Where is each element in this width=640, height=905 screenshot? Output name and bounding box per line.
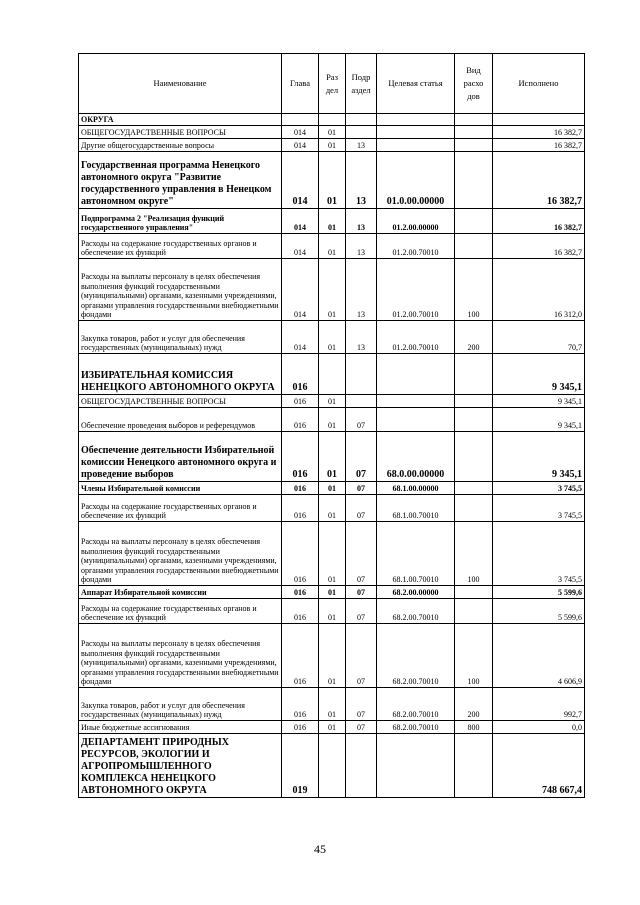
amount-cell: 9 345,1 — [493, 354, 585, 395]
glava-cell: 016 — [282, 586, 319, 599]
name-cell: Обеспечение деятельности Избирательной комиссии Ненецкого автономного округа и проведение выборов — [79, 432, 282, 482]
table-row — [79, 321, 585, 354]
name-cell: Другие общегосударственные вопросы — [79, 139, 282, 152]
glava-cell: 016 — [282, 432, 319, 482]
razdel-cell: 01 — [319, 482, 346, 495]
table-row — [79, 721, 585, 734]
amount-cell: 16 382,7 — [493, 126, 585, 139]
glava-cell: 014 — [282, 259, 319, 321]
header-name: Наименование — [79, 54, 282, 114]
table-row — [79, 624, 585, 688]
target-cell: 68.2.00.70010 — [377, 721, 455, 734]
table-header-row — [79, 54, 585, 114]
vid-cell — [455, 734, 493, 798]
table-row — [79, 586, 585, 599]
razdel-cell: 01 — [319, 688, 346, 721]
vid-cell — [455, 234, 493, 259]
razdel-cell: 01 — [319, 522, 346, 586]
vid-cell: 100 — [455, 624, 493, 688]
razdel-cell: 01 — [319, 152, 346, 209]
target-cell: 01.2.00.70010 — [377, 259, 455, 321]
razdel-cell: 01 — [319, 586, 346, 599]
name-cell: Расходы на содержание государственных органов и обеспечение их функций — [79, 599, 282, 624]
name-cell: Расходы на выплаты персоналу в целях обеспечения выполнения функций государственными (муниципальными) органами, казенными учреждениями, органами управления государственными внебюджетными фондами — [79, 259, 282, 321]
amount-cell: 16 312,0 — [493, 259, 585, 321]
glava-cell: 016 — [282, 408, 319, 432]
amount-cell: 9 345,1 — [493, 408, 585, 432]
header-razdel: Раз дел — [319, 54, 346, 114]
amount-cell: 5 599,6 — [493, 586, 585, 599]
glava-cell: 014 — [282, 209, 319, 234]
razdel-cell — [319, 114, 346, 126]
target-cell: 68.2.00.70010 — [377, 599, 455, 624]
glava-cell: 016 — [282, 688, 319, 721]
table-row — [79, 408, 585, 432]
glava-cell: 016 — [282, 522, 319, 586]
glava-cell: 016 — [282, 495, 319, 522]
table-row — [79, 234, 585, 259]
name-cell: Государственная программа Ненецкого автономного округа "Развитие государственного управления в Ненецком автономном округе" — [79, 152, 282, 209]
target-cell — [377, 114, 455, 126]
amount-cell: 0,0 — [493, 721, 585, 734]
podrazdel-cell: 07 — [346, 688, 377, 721]
amount-cell: 9 345,1 — [493, 432, 585, 482]
table-row — [79, 114, 585, 126]
razdel-cell: 01 — [319, 126, 346, 139]
podrazdel-cell — [346, 395, 377, 408]
target-cell — [377, 408, 455, 432]
vid-cell: 200 — [455, 321, 493, 354]
vid-cell: 100 — [455, 259, 493, 321]
vid-cell — [455, 495, 493, 522]
razdel-cell: 01 — [319, 139, 346, 152]
podrazdel-cell: 13 — [346, 209, 377, 234]
podrazdel-cell: 07 — [346, 624, 377, 688]
vid-cell — [455, 139, 493, 152]
glava-cell: 016 — [282, 482, 319, 495]
name-cell: Обеспечение проведения выборов и референдумов — [79, 408, 282, 432]
table-row — [79, 599, 585, 624]
name-cell: Расходы на выплаты персоналу в целях обеспечения выполнения функций государственными (муниципальными) органами, казенными учреждениями, органами управления государственными внебюджетными фондами — [79, 522, 282, 586]
razdel-cell — [319, 734, 346, 798]
vid-cell — [455, 354, 493, 395]
header-executed: Исполнено — [493, 54, 585, 114]
target-cell: 68.2.00.00000 — [377, 586, 455, 599]
podrazdel-cell: 07 — [346, 495, 377, 522]
name-cell: Расходы на содержание государственных органов и обеспечение их функций — [79, 495, 282, 522]
target-cell — [377, 395, 455, 408]
glava-cell: 019 — [282, 734, 319, 798]
name-cell: Подпрограмма 2 "Реализация функций государственного управления" — [79, 209, 282, 234]
razdel-cell: 01 — [319, 599, 346, 624]
target-cell — [377, 354, 455, 395]
podrazdel-cell — [346, 114, 377, 126]
table-body — [79, 114, 585, 798]
name-cell: Аппарат Избирательной комиссии — [79, 586, 282, 599]
target-cell: 01.2.00.00000 — [377, 209, 455, 234]
table-row — [79, 522, 585, 586]
razdel-cell: 01 — [319, 432, 346, 482]
amount-cell: 9 345,1 — [493, 395, 585, 408]
budget-table — [78, 53, 585, 798]
table-row — [79, 688, 585, 721]
podrazdel-cell: 07 — [346, 721, 377, 734]
podrazdel-cell — [346, 126, 377, 139]
glava-cell: 014 — [282, 321, 319, 354]
podrazdel-cell — [346, 734, 377, 798]
amount-cell: 5 599,6 — [493, 599, 585, 624]
glava-cell: 016 — [282, 721, 319, 734]
razdel-cell: 01 — [319, 234, 346, 259]
amount-cell: 3 745,5 — [493, 495, 585, 522]
amount-cell: 3 745,5 — [493, 522, 585, 586]
vid-cell — [455, 114, 493, 126]
vid-cell — [455, 482, 493, 495]
podrazdel-cell: 07 — [346, 522, 377, 586]
name-cell: Расходы на содержание государственных органов и обеспечение их функций — [79, 234, 282, 259]
name-cell: ИЗБИРАТЕЛЬНАЯ КОМИССИЯ НЕНЕЦКОГО АВТОНОМНОГО ОКРУГА — [79, 354, 282, 395]
razdel-cell: 01 — [319, 624, 346, 688]
table-row — [79, 432, 585, 482]
amount-cell — [493, 114, 585, 126]
target-cell — [377, 139, 455, 152]
glava-cell: 014 — [282, 139, 319, 152]
target-cell: 68.2.00.70010 — [377, 624, 455, 688]
header-podrazdel: Подр аздел — [346, 54, 377, 114]
podrazdel-cell — [346, 354, 377, 395]
header-vid: Вид расхо дов — [455, 54, 493, 114]
glava-cell: 016 — [282, 395, 319, 408]
vid-cell: 200 — [455, 688, 493, 721]
vid-cell: 800 — [455, 721, 493, 734]
amount-cell: 992,7 — [493, 688, 585, 721]
razdel-cell: 01 — [319, 259, 346, 321]
page-number: 45 — [314, 842, 326, 856]
name-cell: ОБЩЕГОСУДАРСТВЕННЫЕ ВОПРОСЫ — [79, 395, 282, 408]
podrazdel-cell: 07 — [346, 408, 377, 432]
name-cell: Члены Избирательной комиссии — [79, 482, 282, 495]
header-glava: Глава — [282, 54, 319, 114]
razdel-cell: 01 — [319, 721, 346, 734]
podrazdel-cell: 13 — [346, 234, 377, 259]
table-row — [79, 495, 585, 522]
target-cell: 01.0.00.00000 — [377, 152, 455, 209]
razdel-cell: 01 — [319, 495, 346, 522]
vid-cell — [455, 408, 493, 432]
podrazdel-cell: 07 — [346, 599, 377, 624]
vid-cell — [455, 152, 493, 209]
glava-cell: 014 — [282, 152, 319, 209]
vid-cell — [455, 432, 493, 482]
header-target: Целевая статья — [377, 54, 455, 114]
name-cell: ДЕПАРТАМЕНТ ПРИРОДНЫХ РЕСУРСОВ, ЭКОЛОГИИ И АГРОПРОМЫШЛЕННОГО КОМПЛЕКСА НЕНЕЦКОГО АВТОНОМНОГО ОКРУГА — [79, 734, 282, 798]
target-cell — [377, 126, 455, 139]
name-cell: Иные бюджетные ассигнования — [79, 721, 282, 734]
vid-cell: 100 — [455, 522, 493, 586]
glava-cell: 016 — [282, 599, 319, 624]
podrazdel-cell: 13 — [346, 139, 377, 152]
razdel-cell: 01 — [319, 395, 346, 408]
vid-cell — [455, 586, 493, 599]
podrazdel-cell: 07 — [346, 482, 377, 495]
podrazdel-cell: 13 — [346, 321, 377, 354]
vid-cell — [455, 395, 493, 408]
target-cell: 68.1.00.00000 — [377, 482, 455, 495]
amount-cell: 16 382,7 — [493, 209, 585, 234]
name-cell: ОКРУГА — [79, 114, 282, 126]
table-row — [79, 139, 585, 152]
table-row — [79, 209, 585, 234]
name-cell: ОБЩЕГОСУДАРСТВЕННЫЕ ВОПРОСЫ — [79, 126, 282, 139]
target-cell: 01.2.00.70010 — [377, 234, 455, 259]
target-cell: 68.0.00.00000 — [377, 432, 455, 482]
podrazdel-cell: 07 — [346, 586, 377, 599]
amount-cell: 16 382,7 — [493, 139, 585, 152]
name-cell: Расходы на выплаты персоналу в целях обеспечения выполнения функций государственными (муниципальными) органами, казенными учреждениями, органами управления государственными внебюджетными фондами — [79, 624, 282, 688]
table-row — [79, 482, 585, 495]
amount-cell: 70,7 — [493, 321, 585, 354]
table-row — [79, 354, 585, 395]
vid-cell — [455, 599, 493, 624]
target-cell: 68.2.00.70010 — [377, 688, 455, 721]
glava-cell — [282, 114, 319, 126]
vid-cell — [455, 126, 493, 139]
table-row — [79, 259, 585, 321]
vid-cell — [455, 209, 493, 234]
glava-cell: 016 — [282, 354, 319, 395]
amount-cell: 16 382,7 — [493, 152, 585, 209]
table-row — [79, 734, 585, 798]
podrazdel-cell: 07 — [346, 432, 377, 482]
target-cell: 68.1.00.70010 — [377, 495, 455, 522]
razdel-cell: 01 — [319, 321, 346, 354]
razdel-cell: 01 — [319, 209, 346, 234]
podrazdel-cell: 13 — [346, 152, 377, 209]
target-cell: 68.1.00.70010 — [377, 522, 455, 586]
target-cell: 01.2.00.70010 — [377, 321, 455, 354]
razdel-cell: 01 — [319, 408, 346, 432]
podrazdel-cell: 13 — [346, 259, 377, 321]
amount-cell: 3 745,5 — [493, 482, 585, 495]
table-row — [79, 395, 585, 408]
name-cell: Закупка товаров, работ и услуг для обеспечения государственных (муниципальных) нужд — [79, 321, 282, 354]
glava-cell: 016 — [282, 624, 319, 688]
amount-cell: 4 606,9 — [493, 624, 585, 688]
amount-cell: 748 667,4 — [493, 734, 585, 798]
glava-cell: 014 — [282, 126, 319, 139]
table-row — [79, 126, 585, 139]
amount-cell: 16 382,7 — [493, 234, 585, 259]
razdel-cell — [319, 354, 346, 395]
table-row — [79, 152, 585, 209]
target-cell — [377, 734, 455, 798]
glava-cell: 014 — [282, 234, 319, 259]
name-cell: Закупка товаров, работ и услуг для обеспечения государственных (муниципальных) нужд — [79, 688, 282, 721]
